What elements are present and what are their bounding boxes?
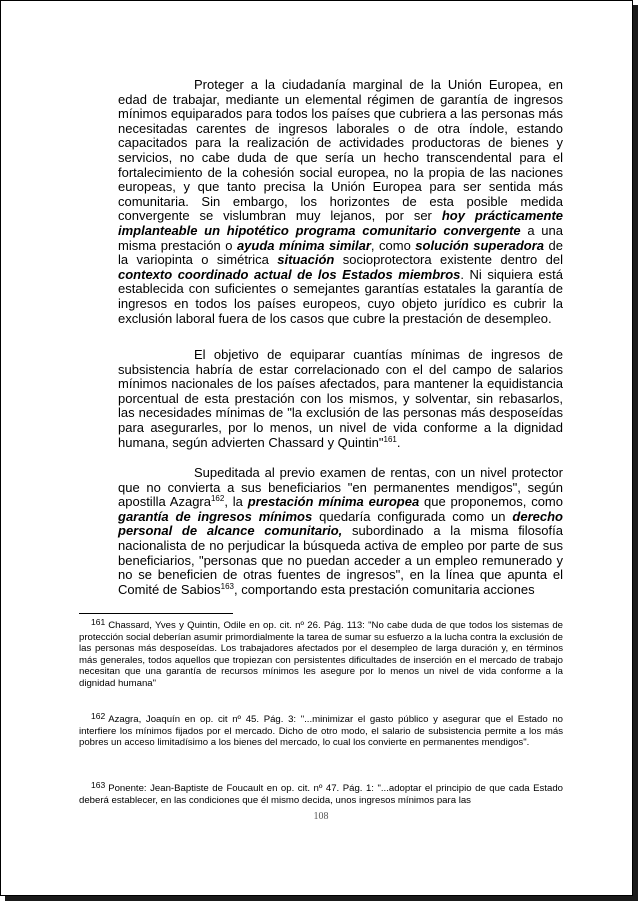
footnote-separator bbox=[79, 613, 233, 614]
text-run: socioprotectora existente dentro del bbox=[334, 252, 563, 268]
footnote-number: 161 bbox=[91, 617, 106, 627]
footnote-reference: 162 bbox=[210, 494, 225, 504]
emphasized-text: hoy prácticamente implanteable un hipotético programa comunitario convergente bbox=[118, 208, 563, 238]
emphasized-text: situación bbox=[277, 252, 335, 268]
text-run: subordinado a la misma filosofía nacionalista de no perjudicar la búsqueda activa de empleo por parte de sus beneficiarios, "personas que no puedan acceder a un empleo remunerado y no se beneficien de otras fuentes de ingresos", en la línea que apunta el Comité de Sabios bbox=[118, 523, 563, 597]
emphasized-text: ayuda mínima similar bbox=[236, 237, 371, 253]
body-paragraph-1 bbox=[118, 78, 563, 326]
footnote-163 bbox=[79, 780, 563, 806]
emphasized-text: garantía de ingresos mínimos bbox=[118, 508, 313, 524]
footnote-reference: 163 bbox=[220, 581, 234, 591]
emphasized-text: contexto coordinado actual de los Estados miembros bbox=[118, 266, 461, 282]
text-run: Proteger a la ciudadanía marginal de la Unión Europea, en edad de trabajar, mediante un elemental régimen de garantía de ingresos mínimos equiparados para todos los países que cubriera a las personas más necesitadas carentes de ingresos laborales o de otra índole, estando capacitados para la realización de actividades productoras de bienes y servicios, no cabe duda de que sería un hecho transcendental para el fortalecimiento de la cohesión social europea, no la propia de las naciones europeas, y que tanto precisa la Unión Europea para ser sentida más comunitaria. Sin embargo, los horizontes de esta posible medida convergente se vislumbran muy lejanos, por ser bbox=[118, 77, 563, 224]
text-run: . Ni siquiera está establecida con suficientes o semejantes garantías estatales la garantía de ingresos en todos los países europeos, cuyo objeto jurídico es cubrir la exclusión laboral fuera de los casos que cubre la prestación de desempleo. bbox=[118, 266, 563, 326]
text-run: que proponemos, como bbox=[419, 494, 563, 510]
text-run: quedaría configurada como un bbox=[312, 508, 513, 524]
body-paragraph-2 bbox=[118, 348, 563, 450]
text-run: Supeditada al previo examen de rentas, con un nivel protector que no convierta a sus beneficiarios "en permanentes mendigos", según apostilla Azagra bbox=[118, 465, 563, 510]
text-run: , la bbox=[224, 494, 248, 510]
text-run: El objetivo de equiparar cuantías mínimas de ingresos de subsistencia habría de estar correlacionado con el del campo de salarios mínimos nacionales de los países afectados, para mantener la equidistancia porcentual de esta prestación con los mismos, y solventar, sin rebasarlos, las necesidades mínimas de "la exclusión de las personas más desposeídas para asegurarles, por lo menos, un nivel de vida conforme a la dignidad humana, según advierten Chassard y Quintin" bbox=[118, 347, 563, 450]
body-paragraph-3 bbox=[118, 466, 563, 597]
text-run: de la variopinta o simétrica bbox=[118, 237, 563, 268]
footnote-reference: 161 bbox=[383, 434, 397, 444]
text-run: , como bbox=[370, 237, 416, 253]
footnote-text: Azagra, Joaquín en op. cit nº 45. Pág. 3: "...minimizar el gasto público y asegurar que el Estado no interfiere los mínimos fijados por el mercado. Dicho de otro modo, el salario de subsistencia permite a los más pobres un acceso limitadísimo a los bienes del mercado, lo cual los convierte en permanentes mendigos". bbox=[79, 714, 563, 749]
text-run: . bbox=[396, 434, 401, 450]
footnote-text: Ponente: Jean-Baptiste de Foucault en op. cit. nº 47. Pág. 1: "...adoptar el principio de que cada Estado deberá establecer, en las condiciones que él mismo decida, unos ingresos mínimos para las bbox=[79, 783, 563, 806]
footnote-number: 163 bbox=[91, 780, 106, 790]
emphasized-text: solución superadora bbox=[415, 237, 545, 253]
page-number: 108 bbox=[313, 811, 329, 822]
emphasized-text: derecho personal de alcance comunitario, bbox=[118, 508, 563, 539]
text-run: , comportando esta prestación comunitaria acciones bbox=[233, 581, 535, 597]
footnote-number: 162 bbox=[91, 711, 106, 721]
footnote-162 bbox=[79, 711, 563, 749]
text-run: a una misma prestación o bbox=[118, 222, 563, 253]
footnote-text: Chassard, Yves y Quintin, Odile en op. cit. nº 26. Pág. 113: "No cabe duda de que todos los sistemas de protección social deberían asumir primordialmente la tarea de sumar su esfuerzo a la lucha contra la exclusión de las personas más desposeídas. Los trabajadores afectados por el desempleo de larga duración y, en términos más generales, todos aquellos que tropiezan con persistentes dificultades de inserción en el mercado de trabajo necesitan que una garantía de recursos mínimos les asegure por lo menos un nivel de vida conforme a la dignidad humana" bbox=[79, 620, 563, 689]
footnote-161 bbox=[79, 617, 563, 690]
emphasized-text: prestación mínima europea bbox=[247, 494, 420, 510]
